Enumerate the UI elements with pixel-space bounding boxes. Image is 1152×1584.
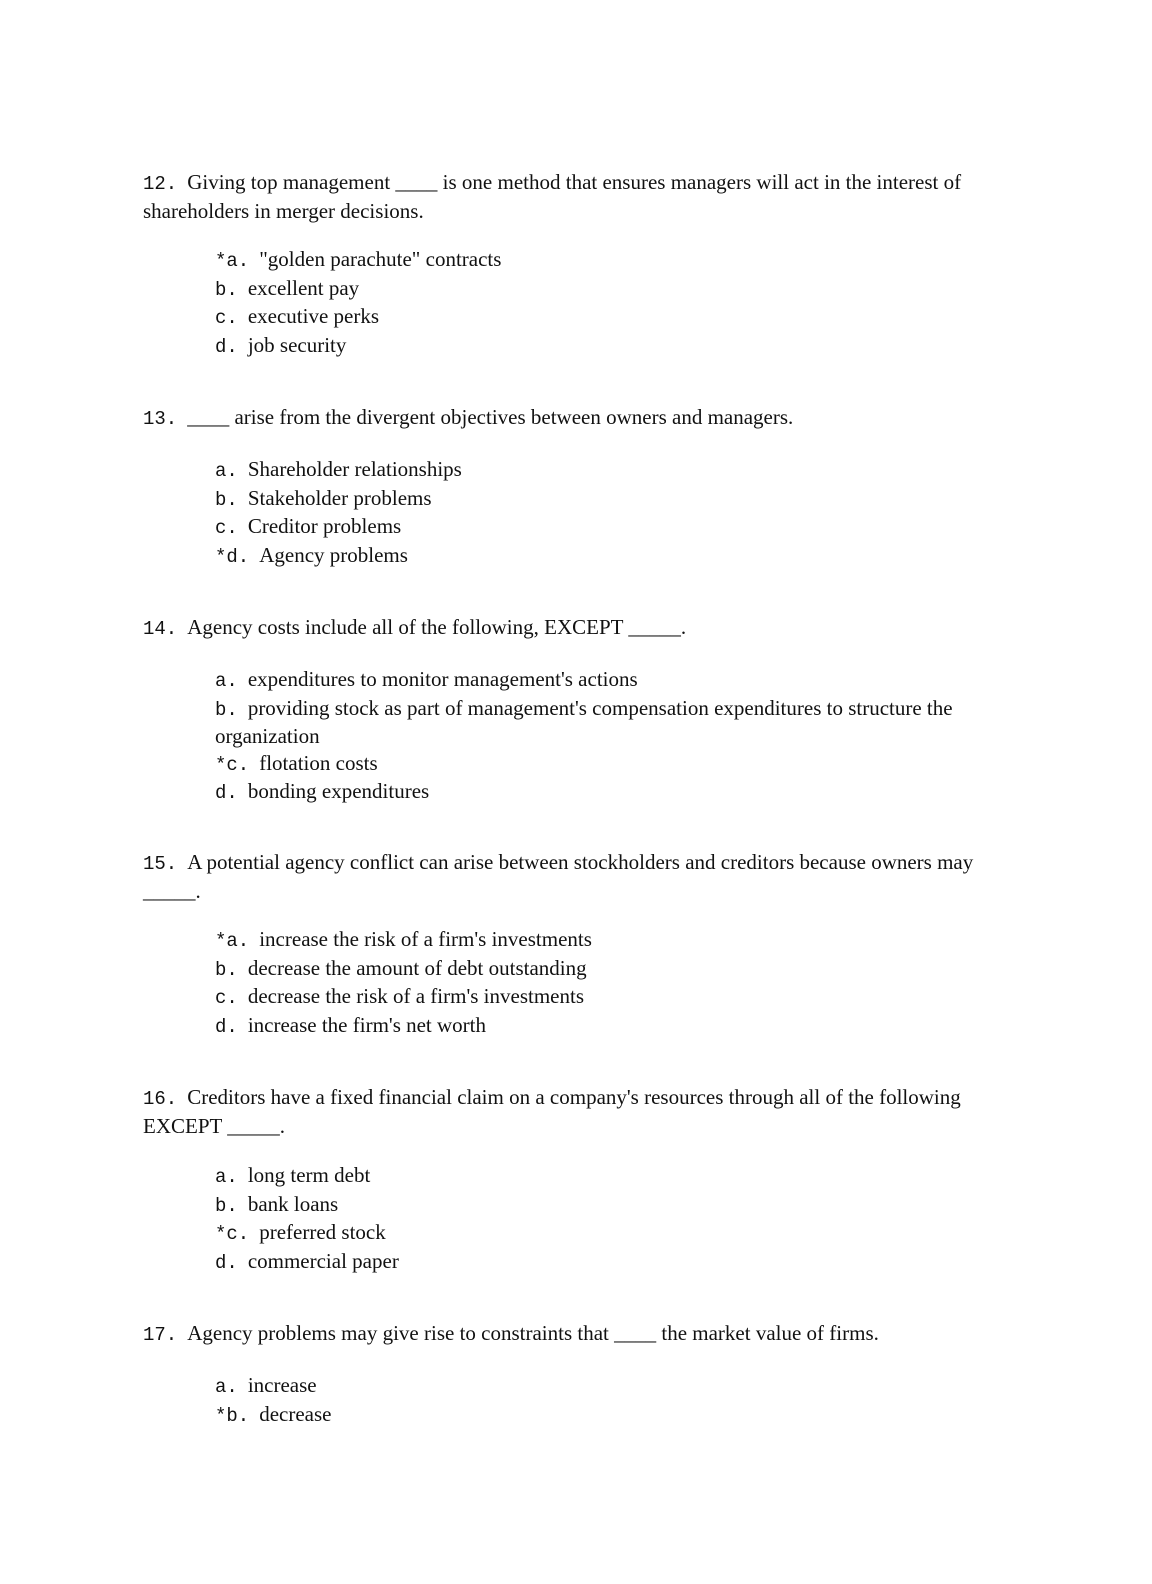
question-text: Agency problems may give rise to constraints that ____ the market value of firms. (187, 1321, 879, 1345)
answer-options (215, 1372, 1015, 1429)
option-letter: b. (215, 958, 238, 981)
answer-option (215, 303, 1015, 332)
answer-option (215, 332, 1015, 361)
answer-option (215, 1401, 1015, 1430)
question-stem (143, 404, 1023, 433)
option-text: decrease the risk of a firm's investments (247, 984, 584, 1008)
option-letter: d. (215, 1251, 238, 1274)
answer-option (215, 456, 1015, 485)
answer-option (215, 275, 1015, 304)
question-stem (143, 614, 1023, 643)
question-number: 15. (143, 853, 178, 875)
option-text: decrease (259, 1401, 332, 1426)
answer-option (215, 1162, 1015, 1191)
question-stem (143, 169, 1023, 225)
option-text: flotation costs (259, 750, 378, 775)
option-text: providing stock as part of management's compensation expenditures to structure the organization (215, 695, 953, 748)
answer-option (215, 1219, 1015, 1248)
option-letter: *c. (215, 753, 250, 776)
option-letter: d. (215, 782, 238, 804)
answer-option (215, 246, 1015, 275)
question-stem (143, 849, 1023, 905)
option-text: long term debt (247, 1163, 371, 1187)
question-number: 13. (143, 408, 178, 430)
option-text: Agency problems (259, 542, 408, 567)
option-letter: a. (215, 460, 238, 482)
answer-option (215, 695, 1015, 750)
answer-options (215, 246, 1015, 360)
option-letter: a. (215, 670, 238, 692)
option-text: Stakeholder problems (247, 485, 432, 510)
option-text: expenditures to monitor management's actions (247, 667, 638, 691)
option-text: Creditor problems (247, 514, 402, 538)
option-letter: d. (215, 335, 238, 358)
answer-options (215, 926, 1015, 1040)
answer-option (215, 1248, 1015, 1277)
answer-option (215, 750, 1015, 779)
answer-options (215, 666, 1015, 807)
option-letter: *b. (215, 1404, 250, 1427)
answer-options (215, 1162, 1015, 1276)
answer-option (215, 1372, 1015, 1401)
question-number: 17. (143, 1324, 178, 1346)
option-letter: *a. (215, 250, 250, 272)
question-number: 14. (143, 618, 178, 640)
option-letter: b. (215, 488, 238, 511)
option-text: preferred stock (259, 1220, 386, 1244)
question-text: A potential agency conflict can arise between stockholders and creditors because owners may _____. (143, 850, 974, 903)
option-letter: c. (215, 987, 238, 1009)
option-text: increase (247, 1373, 317, 1397)
option-text: "golden parachute" contracts (259, 247, 502, 271)
question-stem (143, 1320, 1023, 1349)
option-letter: a. (215, 1166, 238, 1188)
option-text: bonding expenditures (247, 779, 430, 803)
option-letter: *d. (215, 545, 250, 568)
question-stem (143, 1084, 1023, 1140)
option-letter: a. (215, 1376, 238, 1398)
answer-option (215, 666, 1015, 695)
option-letter: b. (215, 278, 238, 301)
option-text: decrease the amount of debt outstanding (247, 955, 587, 980)
answer-option (215, 778, 1015, 807)
option-text: Shareholder relationships (247, 457, 462, 481)
answer-option (215, 485, 1015, 514)
question-number: 12. (143, 173, 178, 195)
question-text: Giving top management ____ is one method that ensures managers will act in the interest of shareholders in merger decisions. (143, 170, 962, 223)
option-letter: b. (215, 1194, 238, 1217)
option-letter: c. (215, 517, 238, 539)
answer-option (215, 542, 1015, 571)
answer-option (215, 513, 1015, 542)
question-text: Creditors have a fixed financial claim on a company's resources through all of the following EXCEPT _____. (143, 1085, 961, 1138)
option-text: job security (247, 332, 347, 357)
option-text: increase the firm's net worth (247, 1012, 487, 1037)
answer-options (215, 456, 1015, 570)
option-letter: d. (215, 1015, 238, 1038)
answer-option (215, 955, 1015, 984)
option-letter: c. (215, 307, 238, 329)
option-letter: *c. (215, 1223, 250, 1245)
question-number: 16. (143, 1088, 178, 1110)
option-letter: *a. (215, 930, 250, 952)
option-letter: b. (215, 698, 238, 721)
answer-option (215, 1012, 1015, 1041)
question-text: ____ arise from the divergent objectives between owners and managers. (187, 405, 794, 429)
option-text: bank loans (247, 1191, 339, 1216)
answer-option (215, 1191, 1015, 1220)
option-text: increase the risk of a firm's investments (259, 927, 592, 951)
answer-option (215, 983, 1015, 1012)
answer-option (215, 926, 1015, 955)
question-text: Agency costs include all of the following, EXCEPT _____. (187, 615, 687, 639)
option-text: commercial paper (247, 1248, 399, 1273)
option-text: excellent pay (247, 275, 360, 300)
option-text: executive perks (247, 304, 380, 328)
